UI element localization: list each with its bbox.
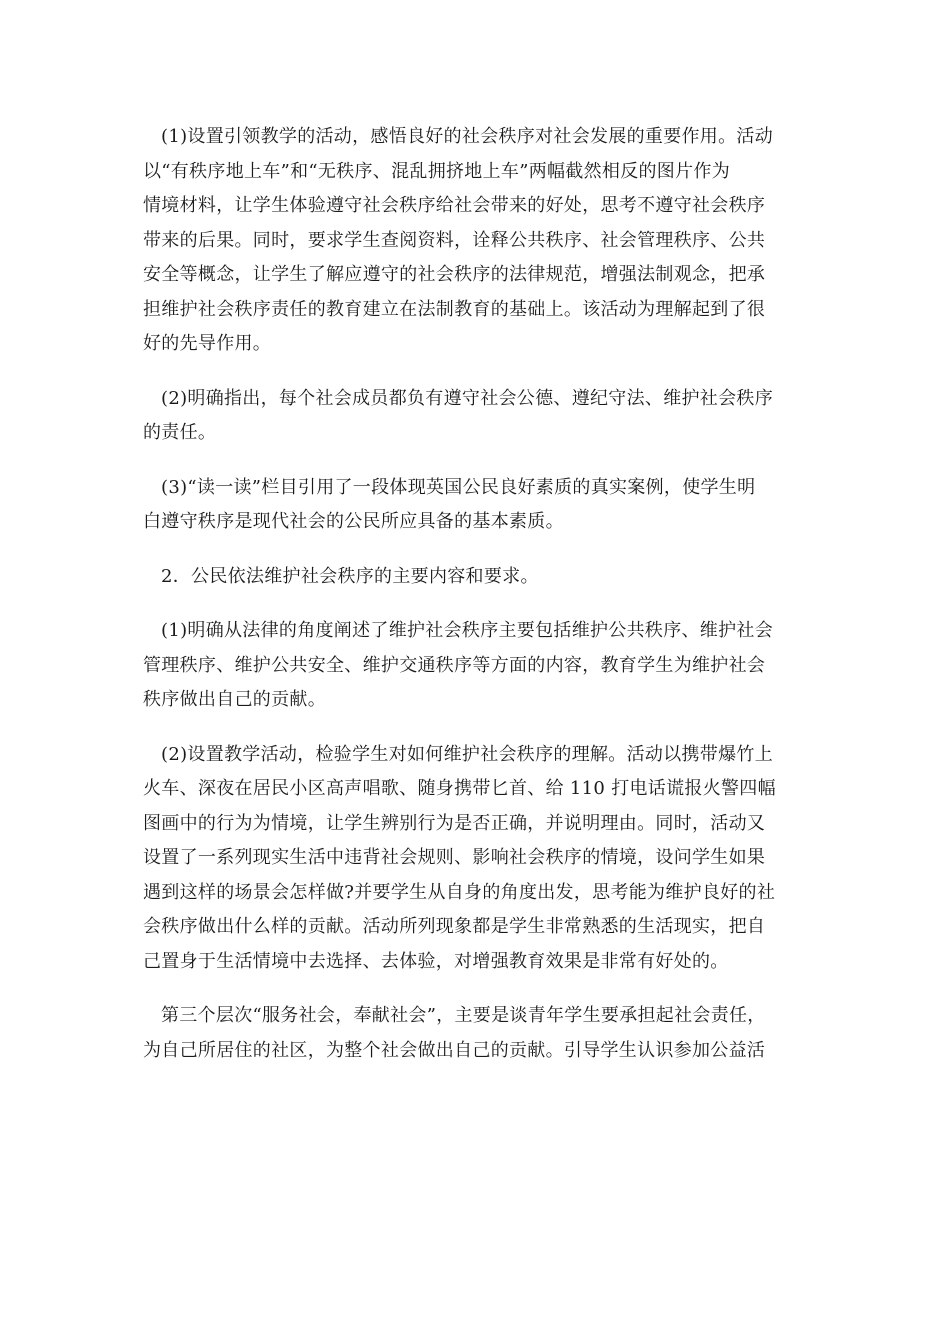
text-line: 遇到这样的场景会怎样做?并要学生从自身的角度出发，思考能为维护良好的社	[143, 881, 776, 903]
paragraph	[143, 471, 807, 540]
text-line: 以“有秩序地上车”和“无秩序、混乱拥挤地上车”两幅截然相反的图片作为	[143, 160, 731, 182]
text-line: 会秩序做出什么样的贡献。活动所列现象都是学生非常熟悉的生活现实，把自	[143, 916, 766, 937]
text-line: 管理秩序、维护公共安全、维护交通秩序等方面的内容，教育学生为维护社会	[143, 654, 766, 676]
text-line: (1)设置引领教学的活动，感悟良好的社会秩序对社会发展的重要作用。活动	[161, 126, 773, 147]
text-line: 情境材料，让学生体验遵守社会秩序给社会带来的好处，思考不遵守社会秩序	[143, 195, 766, 216]
text-line: 为自己所居住的社区，为整个社会做出自己的贡献。引导学生认识参加公益活	[143, 1039, 766, 1061]
text-line: 安全等概念，让学生了解应遵守的社会秩序的法律规范，增强法制观念，把承	[143, 264, 766, 285]
text-line: (2)设置教学活动，检验学生对如何维护社会秩序的理解。活动以携带爆竹上	[161, 743, 773, 765]
text-line: 的责任。	[143, 422, 217, 443]
text-line: 图画中的行为为情境，让学生辨别行为是否正确，并说明理由。同时，活动又	[143, 812, 766, 834]
text-line: 火车、深夜在居民小区高声唱歌、随身携带匕首、给 110 打电话谎报火警四幅	[143, 778, 776, 799]
text-line: 带来的后果。同时，要求学生查阅资料，诠释公共秩序、社会管理秩序、公共	[143, 229, 766, 251]
text-line: 设置了一系列现实生活中违背社会规则、影响社会秩序的情境，设问学生如果	[143, 847, 766, 868]
text-line: (3)“读一读”栏目引用了一段体现英国公民良好素质的真实案例，使学生明	[161, 476, 756, 498]
text-line: 己置身于生活情境中去选择、去体验，对增强教育效果是非常有好处的。	[143, 950, 729, 972]
text-line: (2)明确指出，每个社会成员都负有遵守社会公德、遵纪守法、维护社会秩序	[161, 387, 773, 409]
paragraph	[143, 614, 807, 718]
text-line: 担维护社会秩序责任的教育建立在法制教育的基础上。该活动为理解起到了很	[143, 298, 766, 320]
text-line: 好的先导作用。	[143, 333, 272, 354]
document-body	[143, 120, 807, 1088]
paragraph	[143, 738, 807, 980]
text-line: 2．公民依法维护社会秩序的主要内容和要求。	[161, 565, 539, 587]
text-line: (1)明确从法律的角度阐述了维护社会秩序主要包括维护公共秩序、维护社会	[161, 620, 773, 641]
text-line: 秩序做出自己的贡献。	[143, 689, 326, 710]
paragraph	[143, 120, 807, 362]
text-line: 第三个层次“服务社会，奉献社会”，主要是谈青年学生要承担起社会责任，	[161, 1005, 766, 1026]
paragraph	[143, 999, 807, 1068]
text-line: 白遵守秩序是现代社会的公民所应具备的基本素质。	[143, 511, 564, 532]
paragraph	[143, 560, 807, 595]
paragraph	[143, 382, 807, 451]
